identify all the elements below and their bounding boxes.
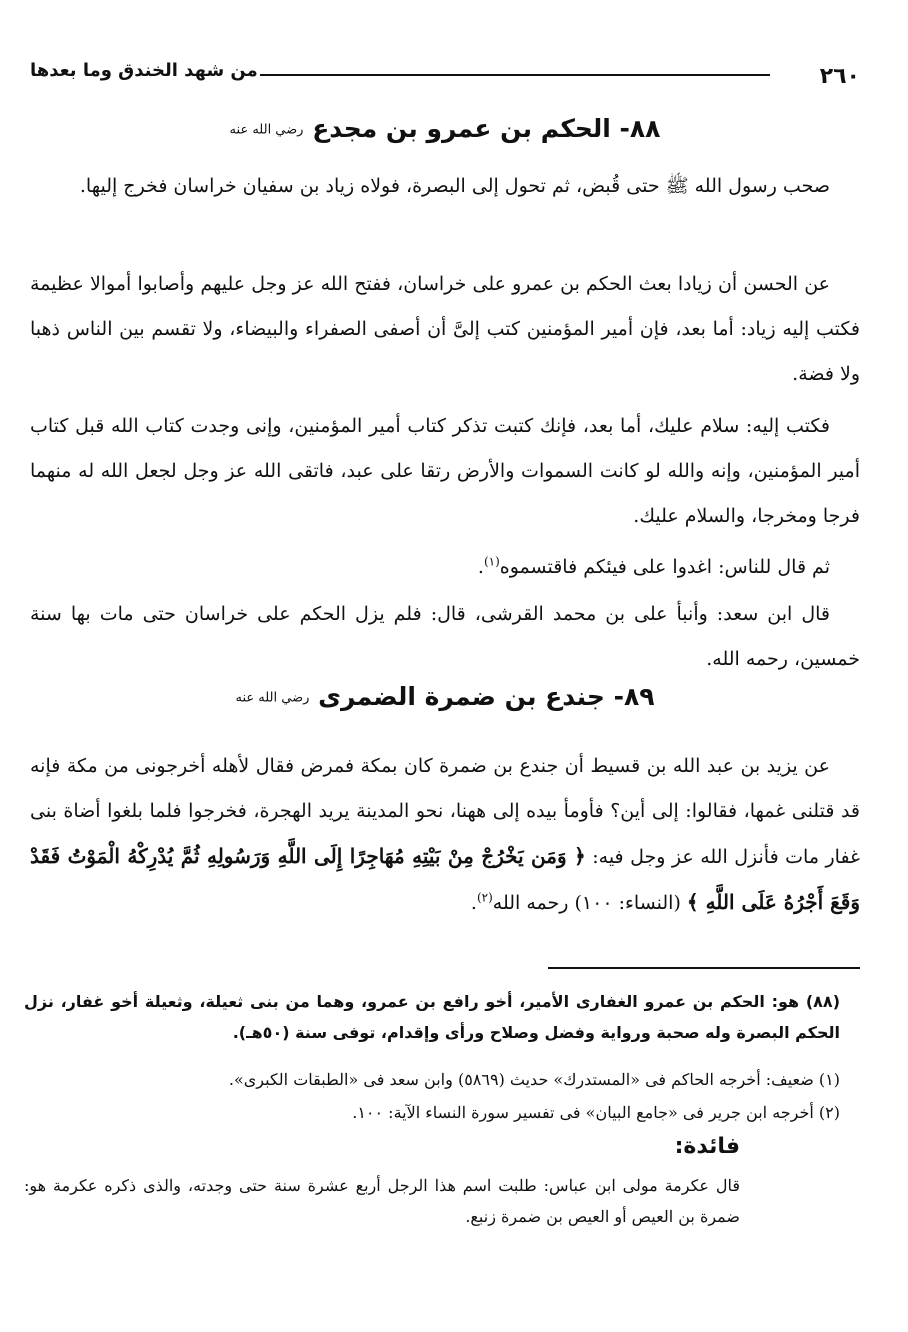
- section-88-heading: [30, 114, 860, 143]
- quran-verse: ﴿ وَمَن يَخْرُجْ مِنْ بَيْتِهِ مُهَاجِرًا إِلَى اللَّهِ وَرَسُولِهِ ثُمَّ يُدْرِكْهُ الْمَوْتُ فَقَدْ وَقَعَ أَجْرُهُ عَلَى اللَّهِ ﴾: [30, 844, 860, 914]
- footnote-1: (١) ضعيف: أخرجه الحاكم فى «المستدرك» حديث (٥٨٦٩) وابن سعد فى «الطبقات الكبرى».: [228, 1070, 840, 1089]
- honorific-icon: رضي الله عنه: [235, 690, 310, 706]
- section-89-heading: [30, 682, 860, 711]
- paragraph-4-end: .: [477, 556, 484, 578]
- section-89-text: عن يزيد بن عبد الله بن قسيط أن جندع بن ضمرة كان بمكة فمرض فقال لأهله أخرجونى من مكة فإنه قد قتلنى غمها، فقالوا: إلى أين؟ فأومأ بيده إلى ههنا، نحو المدينة يريد الهجرة، فخرجوا فلما بلغوا أضاة بنى غفار مات فأنزل الله عز وجل فيه:: [30, 755, 860, 868]
- section-88-paragraph-2: عن الحسن أن زيادا بعث الحكم بن عمرو على خراسان، ففتح الله عز وجل عليهم وأصابوا أموالا عظيمة فكتب إليه زياد: أما بعد، فإن أمير المؤمنين كتب إلىَّ أن أصفى الصفراء والبيضاء، ولا تقسم بين الناس ذهبا ولا فضة.: [30, 273, 860, 385]
- page-number: ٢٦٠: [819, 64, 860, 89]
- benefit-text: قال عكرمة مولى ابن عباس: طلبت اسم هذا الرجل أربع عشرة سنة حتى وجدته، والذى ذكره عكرمة هو: ضمرة بن العيص أو العيص بن ضمرة زنبع.: [24, 1176, 740, 1226]
- section-88-title: ٨٨- الحكم بن عمرو بن مجدع: [312, 114, 661, 143]
- paragraph-end: .: [470, 892, 477, 914]
- section-89-paragraph: [30, 744, 860, 926]
- header-rule: [260, 74, 770, 76]
- paragraph-4-text: ثم قال للناس: اغدوا على فيئكم فاقتسموه: [499, 556, 830, 578]
- section-88-paragraph-5: قال ابن سعد: وأنبأ على بن محمد القرشى، قال: فلم يزل الحكم على خراسان حتى مات بها سنة خمسين، رحمه الله.: [30, 603, 860, 670]
- running-title: من شهد الخندق وما بعدها: [30, 60, 258, 81]
- section-88-paragraph-3: فكتب إليه: سلام عليك، أما بعد، فإنك كتبت تذكر كتاب أمير المؤمنين، وإنى وجدت كتاب الله قبل كتاب أمير المؤمنين، وإنه والله لو كانت السموات والأرض رتقا على عبد، فاتقى الله عز وجل لجعل الله له منهما فرجا ومخرجا، والسلام عليك.: [30, 415, 860, 527]
- footnote-2: (٢) أخرجه ابن جرير فى «جامع البيان» فى تفسير سورة النساء الآية: ١٠٠.: [352, 1103, 840, 1122]
- section-88-paragraph-4: [30, 545, 860, 590]
- benefit-heading: فائدة:: [674, 1134, 740, 1159]
- section-88-paragraph-1: صحب رسول الله ﷺ حتى قُبض، ثم تحول إلى البصرة، فولاه زياد بن سفيان خراسان فخرج إليها.: [79, 175, 830, 197]
- section-89-title: ٨٩- جندع بن ضمرة الضمرى: [318, 682, 655, 711]
- running-header: [30, 58, 860, 90]
- footnote-rule: [548, 967, 860, 969]
- verse-citation: (النساء: ١٠٠) رحمه الله: [492, 892, 681, 914]
- footnote-marker-2: (٢): [476, 890, 493, 905]
- footnote-marker-1: (١): [483, 554, 500, 569]
- honorific-icon: رضي الله عنه: [229, 122, 304, 138]
- footnote-88: (٨٨) هو: الحكم بن عمرو الغفارى الأمير، أخو رافع بن عمرو، وهما من بنى ثعيلة، وثعيلة أخو غفار، نزل الحكم البصرة وله صحبة ورواية وفضل وصلاح ورأى وإقدام، توفى سنة (٥٠هـ).: [24, 992, 840, 1042]
